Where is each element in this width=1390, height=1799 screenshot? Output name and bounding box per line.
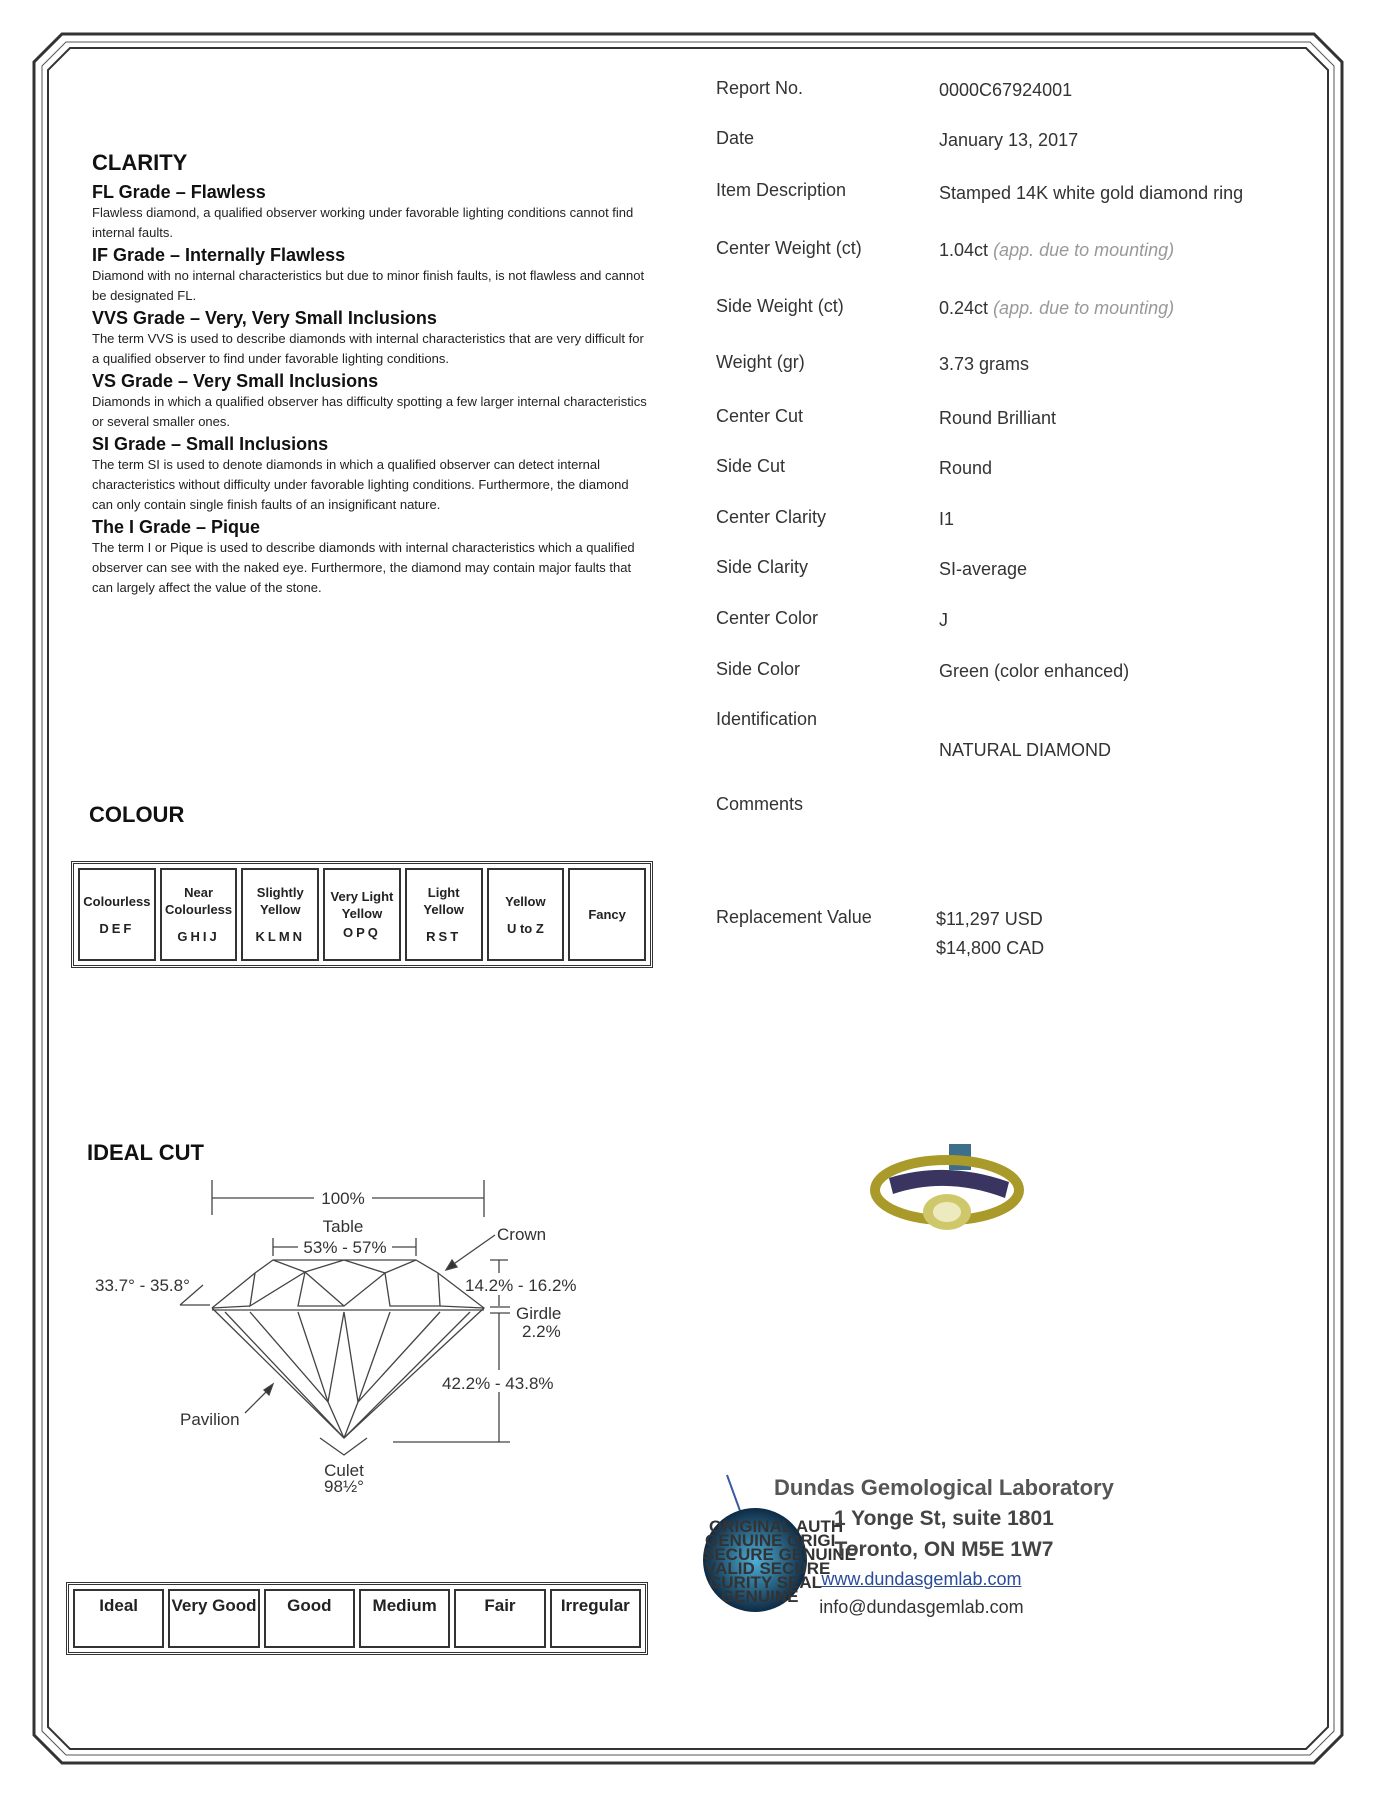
side-cut-value: Round (939, 458, 993, 478)
girdle-value: 2.2% (522, 1322, 561, 1341)
svg-text:VALID SECURE: VALID SECURE (705, 1559, 831, 1578)
colour-name: Yellow (505, 893, 546, 909)
svg-text:ORIGINAL AUTH: ORIGINAL AUTH (709, 1517, 844, 1536)
pavilion-depth: 42.2% - 43.8% (442, 1374, 554, 1393)
weight-label: Weight (gr) (716, 352, 805, 372)
side-weight-note: (app. due to mounting) (993, 298, 1175, 318)
crown-angle: 33.7° - 35.8° (95, 1276, 190, 1295)
colour-letters: KLMN (255, 929, 306, 944)
colour-letters: U to Z (506, 920, 544, 936)
date-label: Date (716, 128, 755, 148)
clarity-grade (92, 371, 672, 432)
grade-heading: IF Grade – Internally Flawless (92, 245, 346, 265)
clarity-grade (92, 182, 672, 243)
lab-email[interactable]: info@dundasgemlab.com (819, 1597, 1024, 1617)
date-value: January 13, 2017 (939, 130, 1079, 150)
cut-grade-cell: Fair (454, 1589, 545, 1648)
colour-letters: DEF (99, 920, 135, 936)
center-color-label: Center Color (716, 608, 819, 628)
side-color-value: Green (color enhanced) (939, 661, 1130, 681)
clarity-grade (92, 245, 672, 306)
replacement-value-label: Replacement Value (716, 907, 872, 927)
colour-name: Light Yellow (423, 885, 464, 917)
table-range: 53% - 57% (303, 1238, 387, 1257)
grade-description: The term I or Pique is used to describe diamonds with internal characteristics which a qualified observer can see with the naked eye. Furthermore, the diamond may contain major faults that can largely affect the value of the stone. (92, 540, 635, 595)
cut-grade-cell: Medium (359, 1589, 450, 1648)
center-weight-note: (app. due to mounting) (993, 240, 1175, 260)
ring-photo (859, 1140, 1029, 1240)
item-description-label: Item Description (716, 180, 847, 200)
pavilion-label: Pavilion (180, 1410, 240, 1429)
clarity-grade (92, 434, 672, 515)
center-color-value: J (939, 610, 948, 630)
lab-website-link[interactable]: www.dundasgemlab.com (821, 1569, 1022, 1589)
colour-cell (78, 868, 156, 961)
side-clarity-value: SI-average (939, 559, 1028, 579)
svg-text:SECURE GENUINE: SECURE GENUINE (703, 1545, 857, 1564)
colour-cell (323, 868, 401, 961)
weight-value: 3.73 grams (939, 354, 1030, 374)
svg-text:GENUINE: GENUINE (721, 1587, 799, 1606)
colour-name: Fancy (588, 907, 626, 922)
colour-scale-table (71, 861, 653, 968)
item-description-value: Stamped 14K white gold diamond ring (939, 183, 1244, 203)
culet-label: Culet (324, 1461, 364, 1480)
colour-cell (568, 868, 646, 961)
colour-cell (241, 868, 319, 961)
side-color-label: Side Color (716, 659, 801, 679)
colour-cell (487, 868, 565, 961)
colour-name: Near Colourless (164, 885, 233, 917)
colour-title: COLOUR (89, 802, 185, 827)
report-no-value: 0000C67924001 (939, 80, 1073, 100)
svg-text:GENUINE ORIGI: GENUINE ORIGI (705, 1531, 836, 1550)
side-weight-label: Side Weight (ct) (716, 296, 844, 316)
grade-description: Diamonds in which a qualified observer has difficulty spotting a few larger internal characteristics or several smaller ones. (92, 394, 647, 429)
side-weight-value (939, 298, 1174, 319)
replacement-value-usd: $11,297 USD (936, 909, 1043, 929)
center-cut-label: Center Cut (716, 406, 804, 426)
clarity-title: CLARITY (92, 150, 188, 175)
clarity-grade (92, 308, 672, 369)
colour-letters: OPQ (343, 925, 381, 940)
diameter-label: 100% (321, 1189, 365, 1208)
identification-label: Identification (716, 709, 818, 729)
grade-description: Diamond with no internal characteristics but due to minor finish faults, is not flawless and cannot be designated FL. (92, 268, 645, 303)
grade-heading: The I Grade – Pique (92, 517, 261, 537)
svg-text:CURITY SEAL: CURITY SEAL (709, 1573, 823, 1592)
center-weight-amount: 1.04ct (939, 240, 989, 260)
lab-info (774, 1472, 1114, 1621)
clarity-section (92, 150, 672, 598)
colour-letters: RST (426, 929, 462, 944)
clarity-grade (92, 517, 672, 598)
crown-label: Crown (497, 1225, 547, 1244)
grade-description: The term SI is used to denote diamonds in which a qualified observer can detect internal characteristics without difficulty under favorable lighting conditions. Furthermore, the diamond can only contain single finish faults of an insignificant nature. (92, 457, 629, 512)
colour-cell (405, 868, 483, 961)
cut-grade-cell: Very Good (168, 1589, 259, 1648)
colour-cell (160, 868, 238, 961)
colour-name: Slightly Yellow (256, 885, 304, 917)
cut-grade-cell: Ideal (73, 1589, 164, 1648)
diamond-proportions-diagram (80, 1140, 660, 1500)
colour-name: Very Light Yellow (330, 889, 394, 921)
lab-address-line2: Toronto, ON M5E 1W7 (834, 1538, 1054, 1561)
side-cut-label: Side Cut (716, 456, 786, 476)
cut-grade-cell: Irregular (550, 1589, 641, 1648)
center-weight-value (939, 240, 1174, 261)
grade-heading: VVS Grade – Very, Very Small Inclusions (92, 308, 437, 328)
grade-heading: VS Grade – Very Small Inclusions (92, 371, 379, 391)
center-cut-value: Round Brilliant (939, 408, 1057, 428)
colour-name: Colourless (83, 893, 151, 909)
center-clarity-label: Center Clarity (716, 507, 827, 527)
grade-description: The term VVS is used to describe diamonds with internal characteristics that are very difficult for a qualified observer to find under favorable lighting conditions. (92, 331, 644, 366)
side-weight-amount: 0.24ct (939, 298, 989, 318)
colour-letters: GHIJ (177, 929, 220, 944)
culet-angle: 98½° (324, 1477, 364, 1496)
table-label: Table (322, 1217, 364, 1236)
center-clarity-value: I1 (939, 509, 955, 529)
crown-height: 14.2% - 16.2% (465, 1276, 577, 1295)
ideal-cut-title: IDEAL CUT (87, 1140, 204, 1165)
report-no-label: Report No. (716, 78, 804, 98)
grade-heading: FL Grade – Flawless (92, 182, 266, 202)
lab-address-line1: 1 Yonge St, suite 1801 (834, 1507, 1054, 1530)
replacement-value-cad: $14,800 CAD (936, 938, 1045, 958)
lab-name: Dundas Gemological Laboratory (774, 1475, 1114, 1500)
center-weight-label: Center Weight (ct) (716, 238, 862, 258)
cut-grade-cell: Good (264, 1589, 355, 1648)
girdle-label: Girdle (516, 1304, 562, 1323)
side-clarity-label: Side Clarity (716, 557, 809, 577)
grade-heading: SI Grade – Small Inclusions (92, 434, 329, 454)
grade-description: Flawless diamond, a qualified observer working under favorable lighting conditions cannot find internal faults. (92, 205, 634, 240)
cut-grade-table (66, 1582, 648, 1655)
identification-value: NATURAL DIAMOND (939, 740, 1112, 760)
comments-label: Comments (716, 794, 804, 814)
